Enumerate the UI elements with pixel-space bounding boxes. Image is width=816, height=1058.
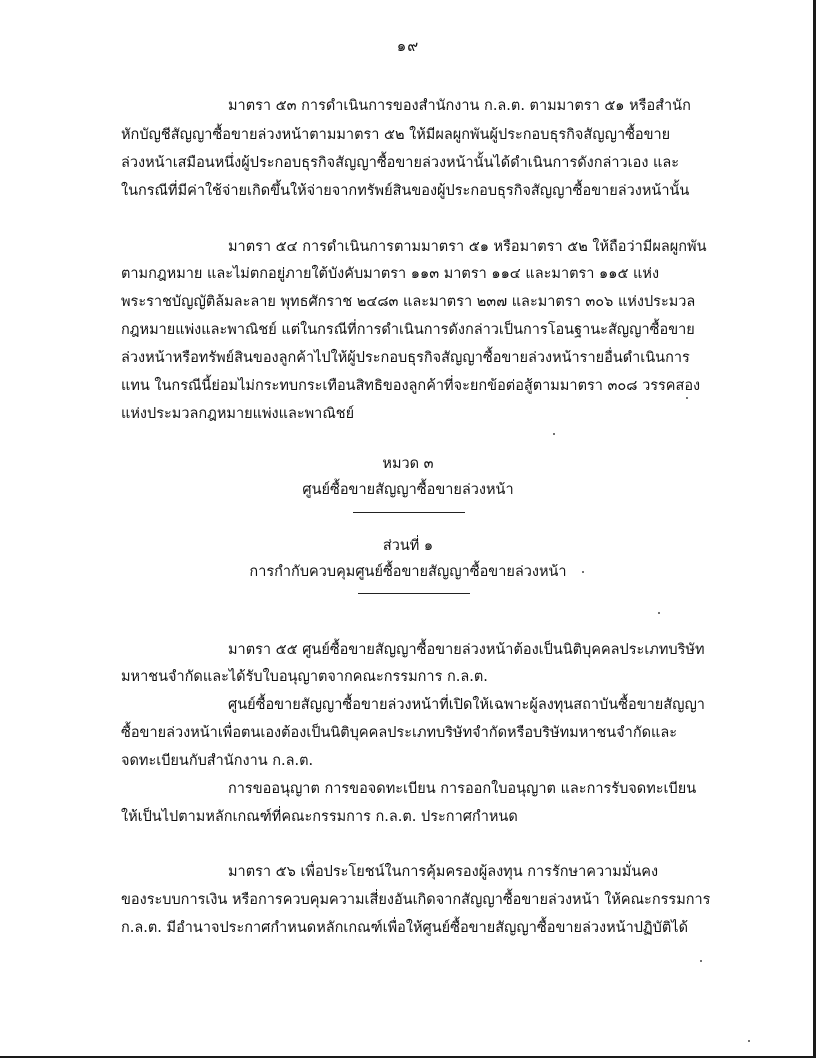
chapter-divider <box>353 512 465 513</box>
section-55-line-3: ศูนย์ซื้อขายสัญญาซื้อขายล่วงหน้าที่เปิดให้เฉพาะผู้ลงทุนสถาบันซื้อขายสัญญา <box>228 697 705 713</box>
scan-speck <box>553 433 555 435</box>
section-56-line-1: มาตรา ๕๖ เพื่อประโยชน์ในการคุ้มครองผู้ลงทุน การรักษาความมั่นคง <box>228 864 659 880</box>
section-54-line-3: พระราชบัญญัติล้มละลาย พุทธศักราช ๒๔๘๓ และมาตรา ๒๓๗ และมาตรา ๓๐๖ แห่งประมวล <box>121 294 696 310</box>
section-54-line-5: ล่วงหน้าหรือทรัพย์สินของลูกค้าไปให้ผู้ประกอบธุรกิจสัญญาซื้อขายล่วงหน้ารายอื่นดำเนินการ <box>121 350 690 366</box>
scan-speck <box>582 571 584 573</box>
section-55-line-6: การขออนุญาต การขอจดทะเบียน การออกใบอนุญาต และการรับจดทะเบียน <box>228 781 697 797</box>
section-54-line-7: แห่งประมวลกฎหมายแพ่งและพาณิชย์ <box>121 406 355 422</box>
scan-speck <box>700 960 702 962</box>
scan-speck <box>658 612 660 614</box>
section-56-line-2: ของระบบการเงิน หรือการควบคุมความเสี่ยงอันเกิดจากสัญญาซื้อขายล่วงหน้า ให้คณะกรรมการ <box>121 892 711 908</box>
section-53-line-1: มาตรา ๕๓ การดำเนินการของสำนักงาน ก.ล.ต. ตามมาตรา ๕๑ หรือสำนัก <box>228 98 691 114</box>
part-title: การกำกับควบคุมศูนย์ซื้อขายสัญญาซื้อขายล่วงหน้า <box>249 564 567 580</box>
section-55-line-2: มหาชนจำกัดและได้รับใบอนุญาตจากคณะกรรมการ ก.ล.ต. <box>121 669 488 685</box>
chapter-title: ศูนย์ซื้อขายสัญญาซื้อขายล่วงหน้า <box>302 482 514 498</box>
section-53-line-3: ล่วงหน้าเสมือนหนึ่งผู้ประกอบธุรกิจสัญญาซื้อขายล่วงหน้านั้นได้ดำเนินการดังกล่าวเอง และ <box>121 155 680 171</box>
section-55-line-4: ซื้อขายล่วงหน้าเพื่อตนเองต้องเป็นนิติบุคคลประเภทบริษัทจำกัดหรือบริษัทมหาชนจำกัดและ <box>121 725 678 741</box>
section-55-line-5: จดทะเบียนกับสำนักงาน ก.ล.ต. <box>121 753 314 769</box>
page-number: ๑๙ <box>396 37 420 55</box>
scan-speck <box>748 1040 750 1042</box>
part-divider <box>358 593 470 594</box>
section-53-line-4: ในกรณีที่มีค่าใช้จ่ายเกิดขึ้นให้จ่ายจากทรัพย์สินของผู้ประกอบธุรกิจสัญญาซื้อขายล่วงหน้านั้น <box>121 183 690 199</box>
chapter-number: หมวด ๓ <box>382 456 434 472</box>
part-number: ส่วนที่ ๑ <box>382 538 434 554</box>
section-56-line-3: ก.ล.ต. มีอำนาจประกาศกำหนดหลักเกณฑ์เพื่อให้ศูนย์ซื้อขายสัญญาซื้อขายล่วงหน้าปฏิบัติได้ <box>121 920 689 936</box>
scan-speck <box>686 397 688 399</box>
section-55-line-7: ให้เป็นไปตามหลักเกณฑ์ที่คณะกรรมการ ก.ล.ต. ประกาศกำหนด <box>121 809 518 825</box>
section-53-line-2: หักบัญชีสัญญาซื้อขายล่วงหน้าตามมาตรา ๕๒ ให้มีผลผูกพันผู้ประกอบธุรกิจสัญญาซื้อขาย <box>121 127 671 143</box>
section-54-line-4: กฎหมายแพ่งและพาณิชย์ แต่ในกรณีที่การดำเนินการดังกล่าวเป็นการโอนฐานะสัญญาซื้อขาย <box>121 322 695 338</box>
section-54-line-1: มาตรา ๕๔ การดำเนินการตามมาตรา ๕๑ หรือมาตรา ๕๒ ให้ถือว่ามีผลผูกพัน <box>228 239 707 255</box>
section-55-line-1: มาตรา ๕๕ ศูนย์ซื้อขายสัญญาซื้อขายล่วงหน้าต้องเป็นนิติบุคคลประเภทบริษัท <box>228 642 705 658</box>
section-54-line-6: แทน ในกรณีนี้ย่อมไม่กระทบกระเทือนสิทธิของลูกค้าที่จะยกข้อต่อสู้ตามมาตรา ๓๐๘ วรรคสอง <box>121 378 701 394</box>
section-54-line-2: ตามกฎหมาย และไม่ตกอยู่ภายใต้บังคับมาตรา ๑๑๓ มาตรา ๑๑๔ และมาตรา ๑๑๕ แห่ง <box>121 266 660 282</box>
